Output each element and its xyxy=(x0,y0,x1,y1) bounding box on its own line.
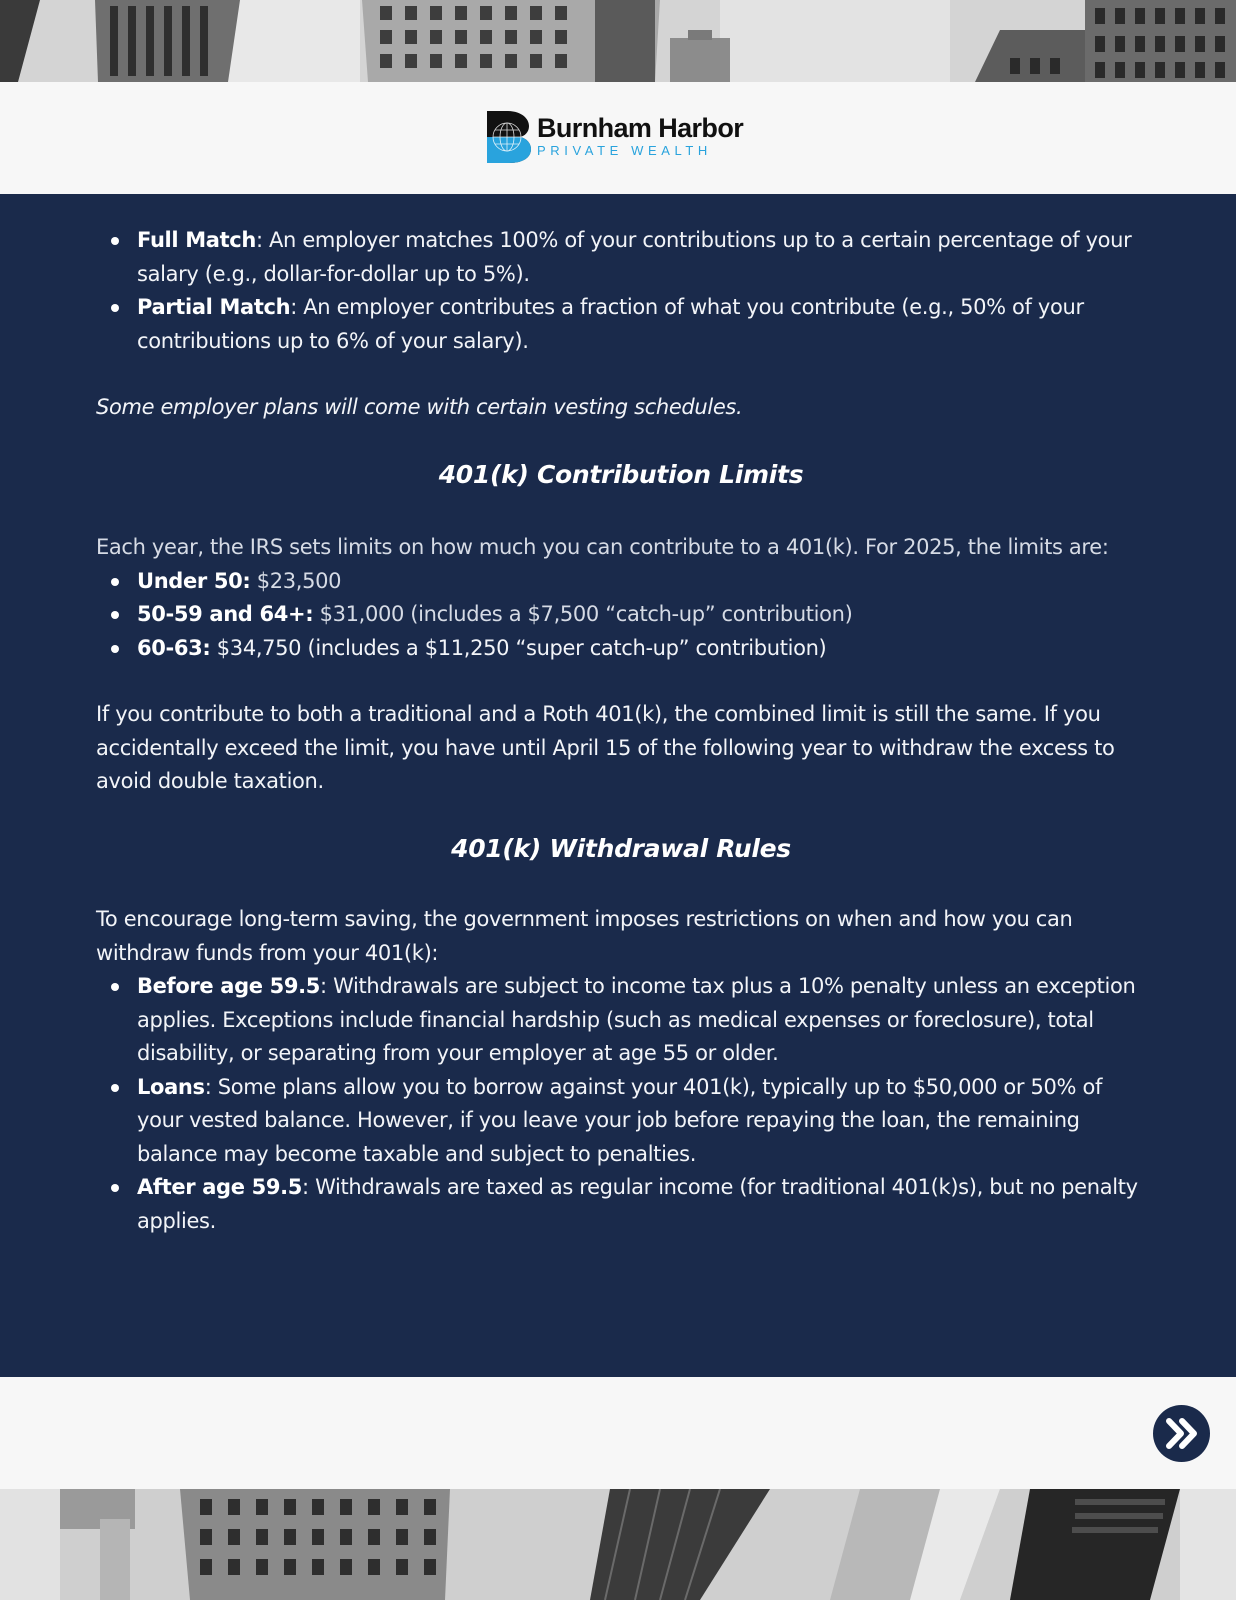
list-item xyxy=(137,632,1146,666)
list-item-term: Partial Match xyxy=(137,295,291,319)
list-item-text: : Withdrawals are subject to income tax plus a 10% penalty unless an exception applies. Exceptions include financial hardship (such as medical expenses or foreclosure), total disability, or separating from your employer at age 55 or older. xyxy=(137,974,1136,1065)
next-page-button[interactable] xyxy=(1153,1405,1210,1462)
list-item-text: : An employer contributes a fraction of what you contribute (e.g., 50% of your contributions up to 6% of your salary). xyxy=(137,295,1084,353)
footer-city-photo xyxy=(0,1489,1236,1600)
list-item-text: : Some plans allow you to borrow against your 401(k), typically up to $50,000 or 50% of your vested balance. However, if you leave your job before repaying the loan, the remaining balance may become taxable and subject to penalties. xyxy=(137,1074,1103,1166)
match-types-list xyxy=(96,224,1146,358)
list-item-term: After age 59.5 xyxy=(137,1175,303,1199)
list-item-term: Loans xyxy=(137,1074,205,1099)
footer-band xyxy=(0,1377,1236,1489)
main-content-panel xyxy=(0,194,1236,1377)
globe-icon xyxy=(487,111,531,163)
list-item xyxy=(137,970,1146,1071)
list-item-text: : An employer matches 100% of your contributions up to a certain percentage of your salary (e.g., dollar-for-dollar up to 5%). xyxy=(137,228,1132,286)
list-item-term: 60-63: xyxy=(137,635,211,660)
withdrawal-rules-heading: 401(k) Withdrawal Rules xyxy=(451,833,791,863)
brand-name: Burnham Harbor xyxy=(537,113,744,143)
list-item xyxy=(137,224,1146,291)
withdrawal-rules-list xyxy=(96,970,1146,1238)
list-item xyxy=(137,565,1146,599)
list-item-term: Before age 59.5 xyxy=(137,974,321,998)
list-item-term: Under 50: xyxy=(137,568,251,593)
vesting-note: Some employer plans will come with certain vesting schedules. xyxy=(96,395,743,419)
header-city-photo xyxy=(0,0,1236,82)
brand-tagline: PRIVATE WEALTH xyxy=(537,143,712,158)
list-item-text: $23,500 xyxy=(250,568,342,593)
list-item-text: $31,000 (includes a $7,500 “catch-up” contribution) xyxy=(313,602,853,626)
double-chevron-right-icon xyxy=(1153,1405,1210,1462)
brand-logo xyxy=(487,111,752,163)
list-item xyxy=(137,291,1146,358)
combined-limit-note: If you contribute to both a traditional and a Roth 401(k), the combined limit is still the same. If you accidentally exceed the limit, you have until April 15 of the following year to withdraw the excess to avoid double taxation. xyxy=(96,702,1115,793)
contribution-limits-list xyxy=(96,565,1146,666)
list-item xyxy=(137,598,1146,632)
withdrawal-rules-intro: To encourage long-term saving, the government imposes restrictions on when and how you can withdraw funds from your 401(k): xyxy=(96,907,1073,965)
list-item-text: : Withdrawals are taxed as regular income (for traditional 401(k)s), but no penalty applies. xyxy=(137,1175,1138,1233)
list-item-term: Full Match xyxy=(137,228,256,252)
list-item-term: 50-59 and 64+: xyxy=(137,602,314,626)
list-item xyxy=(137,1171,1146,1238)
article-body xyxy=(96,224,1146,1238)
contribution-limits-heading: 401(k) Contribution Limits xyxy=(438,459,804,489)
logo-band xyxy=(0,82,1236,194)
list-item-text: $34,750 (includes a $11,250 “super catch-up” contribution) xyxy=(210,635,827,660)
contribution-limits-intro: Each year, the IRS sets limits on how much you can contribute to a 401(k). For 2025, the limits are: xyxy=(96,535,1109,559)
list-item xyxy=(137,1071,1146,1172)
